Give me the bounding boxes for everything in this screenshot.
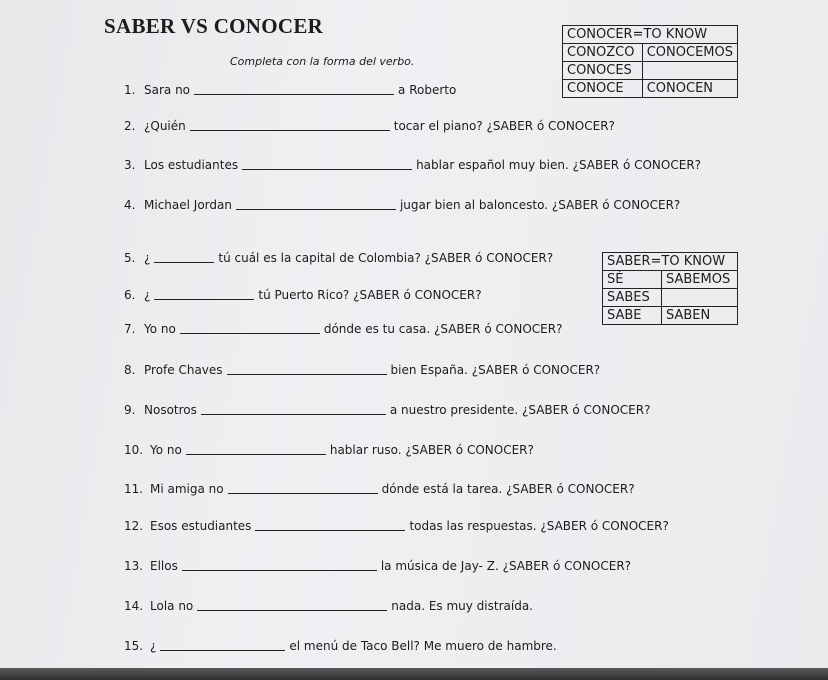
question-prefix: Michael Jordan (144, 198, 232, 212)
answer-blank[interactable] (227, 362, 387, 375)
table-cell: CONOCE (563, 80, 643, 98)
table-cell (642, 62, 737, 80)
question-14 (124, 598, 533, 613)
question-8 (124, 362, 600, 377)
question-7 (124, 321, 562, 336)
question-5 (124, 250, 553, 265)
question-prefix: Lola no (150, 599, 194, 613)
saber-table (602, 252, 738, 325)
question-number: 12. (124, 519, 144, 533)
table-cell: CONOCEMOS (642, 44, 737, 62)
table-cell: SABEN (662, 307, 738, 325)
question-prefix: ¿ (150, 639, 157, 653)
question-prefix: Esos estudiantes (150, 519, 252, 533)
question-prefix: ¿ (144, 288, 151, 302)
answer-blank[interactable] (236, 197, 396, 210)
table-header-row (563, 26, 738, 44)
question-prefix: Yo no (144, 322, 176, 336)
question-11 (124, 481, 635, 496)
question-15 (124, 638, 557, 653)
table-cell: CONOCEN (642, 80, 737, 98)
question-prefix: Mi amiga no (150, 482, 224, 496)
table-cell: SABES (603, 289, 662, 307)
table-row (603, 307, 738, 325)
table-cell: CONOZCO (563, 44, 643, 62)
answer-blank[interactable] (154, 287, 254, 300)
question-1 (124, 82, 456, 97)
conocer-header: CONOCER=TO KNOW (563, 26, 738, 44)
question-suffix: tocar el piano? ¿SABER ó CONOCER? (393, 119, 615, 133)
question-10 (124, 442, 534, 457)
question-number: 9. (124, 403, 136, 417)
answer-blank[interactable] (197, 598, 387, 611)
question-13 (124, 558, 631, 573)
question-number: 15. (124, 639, 144, 653)
question-number: 10. (124, 443, 144, 457)
answer-blank[interactable] (180, 321, 320, 334)
table-row (563, 80, 738, 98)
question-suffix: a nuestro presidente. ¿SABER ó CONOCER? (389, 403, 651, 417)
table-cell: SABEMOS (662, 271, 738, 289)
question-suffix: hablar español muy bien. ¿SABER ó CONOCER? (416, 158, 702, 172)
saber-header: SABER=TO KNOW (603, 253, 738, 271)
table-row (603, 289, 738, 307)
table-cell: SABE (603, 307, 662, 325)
question-prefix: Yo no (150, 443, 182, 457)
question-prefix: Ellos (150, 559, 178, 573)
question-9 (124, 402, 650, 417)
question-suffix: dónde es tu casa. ¿SABER ó CONOCER? (323, 322, 563, 336)
question-suffix: todas las respuestas. ¿SABER ó CONOCER? (409, 519, 669, 533)
question-suffix: el menú de Taco Bell? Me muero de hambre. (289, 639, 557, 653)
question-number: 14. (124, 599, 144, 613)
table-header-row (603, 253, 738, 271)
question-suffix: bien España. ¿SABER ó CONOCER? (390, 363, 601, 377)
question-prefix: Los estudiantes (144, 158, 239, 172)
question-suffix: jugar bien al baloncesto. ¿SABER ó CONOCER? (399, 198, 681, 212)
question-prefix: ¿ (144, 251, 151, 265)
question-number: 6. (124, 288, 136, 302)
question-3 (124, 157, 701, 172)
question-suffix: dónde está la tarea. ¿SABER ó CONOCER? (381, 482, 635, 496)
answer-blank[interactable] (186, 442, 326, 455)
question-number: 3. (124, 158, 136, 172)
answer-blank[interactable] (194, 82, 394, 95)
question-2 (124, 118, 615, 133)
table-row (563, 44, 738, 62)
answer-blank[interactable] (154, 250, 214, 263)
question-prefix: Profe Chaves (144, 363, 223, 377)
answer-blank[interactable] (160, 638, 285, 651)
table-cell: CONOCES (563, 62, 643, 80)
answer-blank[interactable] (190, 118, 390, 131)
question-number: 4. (124, 198, 136, 212)
question-number: 5. (124, 251, 136, 265)
question-suffix: a Roberto (398, 83, 457, 97)
conocer-table (562, 25, 738, 98)
answer-blank[interactable] (242, 157, 412, 170)
question-number: 2. (124, 119, 136, 133)
question-prefix: ¿Quién (144, 119, 186, 133)
worksheet-title: SABER VS CONOCER (104, 14, 324, 38)
table-row (563, 62, 738, 80)
question-prefix: Nosotros (144, 403, 197, 417)
question-12 (124, 518, 669, 533)
question-4 (124, 197, 680, 212)
question-number: 8. (124, 363, 136, 377)
screen-bottom-edge (0, 668, 828, 680)
question-number: 1. (124, 83, 136, 97)
question-suffix: la música de Jay- Z. ¿SABER ó CONOCER? (380, 559, 632, 573)
answer-blank[interactable] (182, 558, 377, 571)
question-number: 11. (124, 482, 144, 496)
question-suffix: hablar ruso. ¿SABER ó CONOCER? (329, 443, 534, 457)
answer-blank[interactable] (228, 481, 378, 494)
question-suffix: tú Puerto Rico? ¿SABER ó CONOCER? (258, 288, 482, 302)
question-number: 7. (124, 322, 136, 336)
answer-blank[interactable] (255, 518, 405, 531)
question-number: 13. (124, 559, 144, 573)
answer-blank[interactable] (201, 402, 386, 415)
question-suffix: nada. Es muy distraída. (391, 599, 533, 613)
table-cell (662, 289, 738, 307)
question-prefix: Sara no (144, 83, 191, 97)
table-row (603, 271, 738, 289)
table-cell: SÉ (603, 271, 662, 289)
question-suffix: tú cuál es la capital de Colombia? ¿SABER ó CONOCER? (218, 251, 554, 265)
question-6 (124, 287, 482, 302)
instructions: Completa con la forma del verbo. (230, 55, 415, 68)
